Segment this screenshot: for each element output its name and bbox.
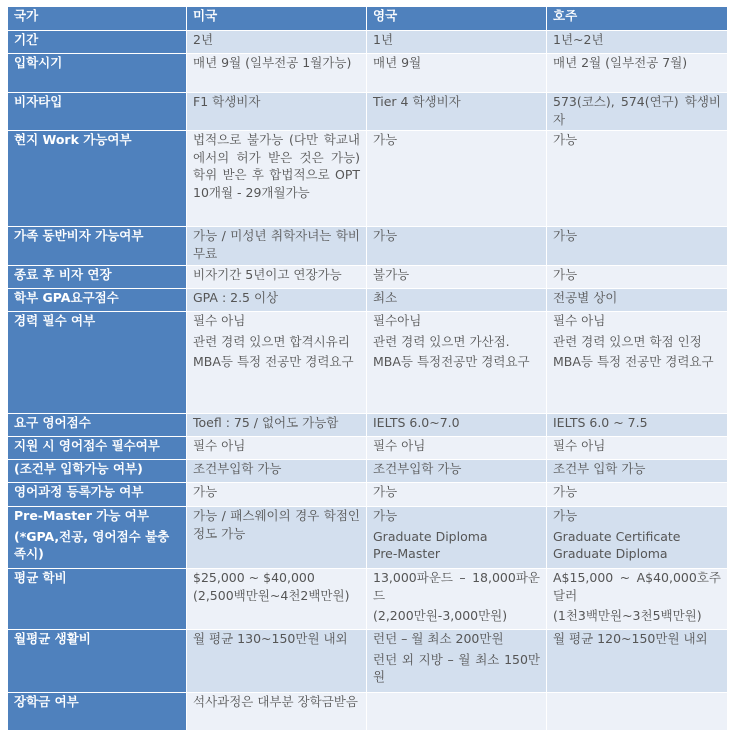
career-us-line: MBA등 특정 전공만 경력요구 — [193, 354, 354, 369]
cell-us-period: 2년 — [187, 31, 367, 54]
cell-au-gpa: 전공별 상이 — [547, 289, 728, 312]
header-country: 국가 — [8, 7, 187, 31]
table-row — [8, 54, 728, 93]
cell-au-premaster — [547, 507, 728, 569]
tuition-au-line: A$15,000 ~ A$40,000호주달러 — [553, 570, 721, 603]
living-uk-line: 런던 외 지방 – 월 최소 150만원 — [373, 651, 540, 684]
premaster-au-line: 가능 — [553, 508, 578, 523]
cell-au-scholarship — [547, 693, 728, 731]
header-uk: 영국 — [367, 7, 547, 31]
cell-au-intake: 매년 2월 (일부전공 7월) — [547, 54, 728, 93]
row-label-premaster — [8, 507, 187, 569]
cell-uk-tuition — [367, 569, 547, 630]
table-row — [8, 131, 728, 227]
cell-uk-family: 가능 — [367, 227, 547, 266]
table-row — [8, 507, 728, 569]
row-label-esl: 영어과정 등록가능 여부 — [8, 483, 187, 507]
cell-us-conditional: 조건부입학 가능 — [187, 460, 367, 483]
cell-au-english-required: 필수 아님 — [547, 437, 728, 460]
table-row — [8, 630, 728, 693]
cell-uk-period: 1년 — [367, 31, 547, 54]
table-row — [8, 93, 728, 131]
premaster-au-line: Graduate Certificate — [553, 528, 681, 544]
cell-uk-intake: 매년 9월 — [367, 54, 547, 93]
career-uk-line: 필수아님 — [373, 313, 422, 328]
study-abroad-comparison-table — [7, 6, 727, 731]
cell-us-career — [187, 312, 367, 414]
row-label-tuition: 평균 학비 — [8, 569, 187, 630]
cell-au-esl: 가능 — [547, 483, 728, 507]
cell-au-living: 월 평균 120~150만원 내외 — [547, 630, 728, 693]
cell-us-work: 법적으로 불가능 (다만 학교내에서의 허가 받은 것은 가능) 학위 받은 후 합법적으로 OPT 10개월 - 29개월가능 — [187, 131, 367, 227]
living-uk-line: 런던 – 월 최소 200만원 — [373, 631, 504, 646]
row-label-gpa: 학부 GPA요구점수 — [8, 289, 187, 312]
cell-us-premaster — [187, 507, 367, 569]
row-label-career: 경력 필수 여부 — [8, 312, 187, 414]
cell-au-conditional: 조건부 입학 가능 — [547, 460, 728, 483]
cell-uk-living — [367, 630, 547, 693]
premaster-us-line: 가능 / 패스웨이의 경우 학점인정도 가능 — [193, 508, 360, 541]
career-au-line: MBA등 특정 전공만 경력요구 — [553, 354, 714, 369]
tuition-us-line: (2,500백만원~4천2백만원) — [193, 587, 350, 603]
cell-us-tuition — [187, 569, 367, 630]
premaster-au-line: Graduate Diploma — [553, 546, 668, 561]
table-row — [8, 483, 728, 507]
tuition-au-line: (1천3백만원~3천5백만원) — [553, 608, 702, 623]
table-row — [8, 569, 728, 630]
row-label-family: 가족 동반비자 가능여부 — [8, 227, 187, 266]
header-usa: 미국 — [187, 7, 367, 31]
table-row — [8, 693, 728, 731]
cell-us-visa: F1 학생비자 — [187, 93, 367, 131]
table-row — [8, 414, 728, 437]
cell-au-work: 가능 — [547, 131, 728, 227]
cell-uk-premaster — [367, 507, 547, 569]
cell-au-tuition — [547, 569, 728, 630]
cell-us-living: 월 평균 130~150만원 내외 — [187, 630, 367, 693]
table-row — [8, 312, 728, 414]
row-label-conditional: (조건부 입학가능 여부) — [8, 460, 187, 483]
cell-uk-english-required: 필수 아님 — [367, 437, 547, 460]
cell-au-english: IELTS 6.0 ~ 7.5 — [547, 414, 728, 437]
tuition-uk-line: (2,200만원-3,000만원) — [373, 608, 508, 623]
row-label-visa: 비자타입 — [8, 93, 187, 131]
cell-us-gpa: GPA : 2.5 이상 — [187, 289, 367, 312]
table-row — [8, 227, 728, 266]
cell-uk-career — [367, 312, 547, 414]
career-us-line: 관련 경력 있으면 합격시유리 — [193, 333, 350, 349]
header-australia: 호주 — [547, 7, 728, 31]
row-label-intake: 입학시기 — [8, 54, 187, 93]
cell-uk-esl: 가능 — [367, 483, 547, 507]
cell-uk-work: 가능 — [367, 131, 547, 227]
premaster-uk-line: Pre-Master — [373, 546, 441, 561]
row-label-scholarship: 장학금 여부 — [8, 693, 187, 731]
cell-au-family: 가능 — [547, 227, 728, 266]
cell-uk-conditional: 조건부입학 가능 — [367, 460, 547, 483]
career-au-line: 필수 아님 — [553, 313, 606, 328]
table-row — [8, 266, 728, 289]
cell-au-period: 1년~2년 — [547, 31, 728, 54]
cell-us-extension: 비자기간 5년이고 연장가능 — [187, 266, 367, 289]
cell-us-intake: 매년 9월 (일부전공 1월가능) — [187, 54, 367, 93]
career-us-line: 필수 아님 — [193, 313, 246, 328]
cell-us-english-required: 필수 아님 — [187, 437, 367, 460]
row-label-work: 현지 Work 가능여부 — [8, 131, 187, 227]
table-row — [8, 460, 728, 483]
premaster-uk-line: 가능 — [373, 508, 398, 523]
premaster-label: Pre-Master 가능 여부 — [14, 508, 149, 523]
cell-us-esl: 가능 — [187, 483, 367, 507]
cell-us-family: 가능 / 미성년 취학자녀는 학비무료 — [187, 227, 367, 266]
row-label-english-required: 지원 시 영어점수 필수여부 — [8, 437, 187, 460]
cell-au-visa: 573(코스), 574(연구) 학생비자 — [547, 93, 728, 131]
table-row — [8, 289, 728, 312]
cell-uk-english: IELTS 6.0~7.0 — [367, 414, 547, 437]
cell-au-extension: 가능 — [547, 266, 728, 289]
career-au-line: 관련 경력 있으면 학점 인정 — [553, 333, 702, 349]
row-label-living: 월평균 생활비 — [8, 630, 187, 693]
tuition-uk-line: 13,000파운드 – 18,000파운드 — [373, 570, 540, 603]
row-label-english: 요구 영어점수 — [8, 414, 187, 437]
cell-uk-scholarship — [367, 693, 547, 731]
table-row — [8, 437, 728, 460]
cell-us-scholarship: 석사과정은 대부분 장학금받음 — [187, 693, 367, 731]
cell-us-english: Toefl : 75 / 없어도 가능함 — [187, 414, 367, 437]
table-row — [8, 31, 728, 54]
cell-au-career — [547, 312, 728, 414]
career-uk-line: 관련 경력 있으면 가산점. — [373, 333, 510, 349]
premaster-label-note: (*GPA,전공, 영어점수 불충족시) — [14, 528, 170, 561]
row-label-extension: 종료 후 비자 연장 — [8, 266, 187, 289]
cell-uk-visa: Tier 4 학생비자 — [367, 93, 547, 131]
row-label-period: 기간 — [8, 31, 187, 54]
cell-uk-gpa: 최소 — [367, 289, 547, 312]
premaster-uk-line: Graduate Diploma — [373, 528, 488, 544]
header-row — [8, 7, 728, 31]
cell-uk-extension: 불가능 — [367, 266, 547, 289]
career-uk-line: MBA등 특정전공만 경력요구 — [373, 354, 530, 369]
tuition-us-line: $25,000 ~ $40,000 — [193, 570, 315, 585]
